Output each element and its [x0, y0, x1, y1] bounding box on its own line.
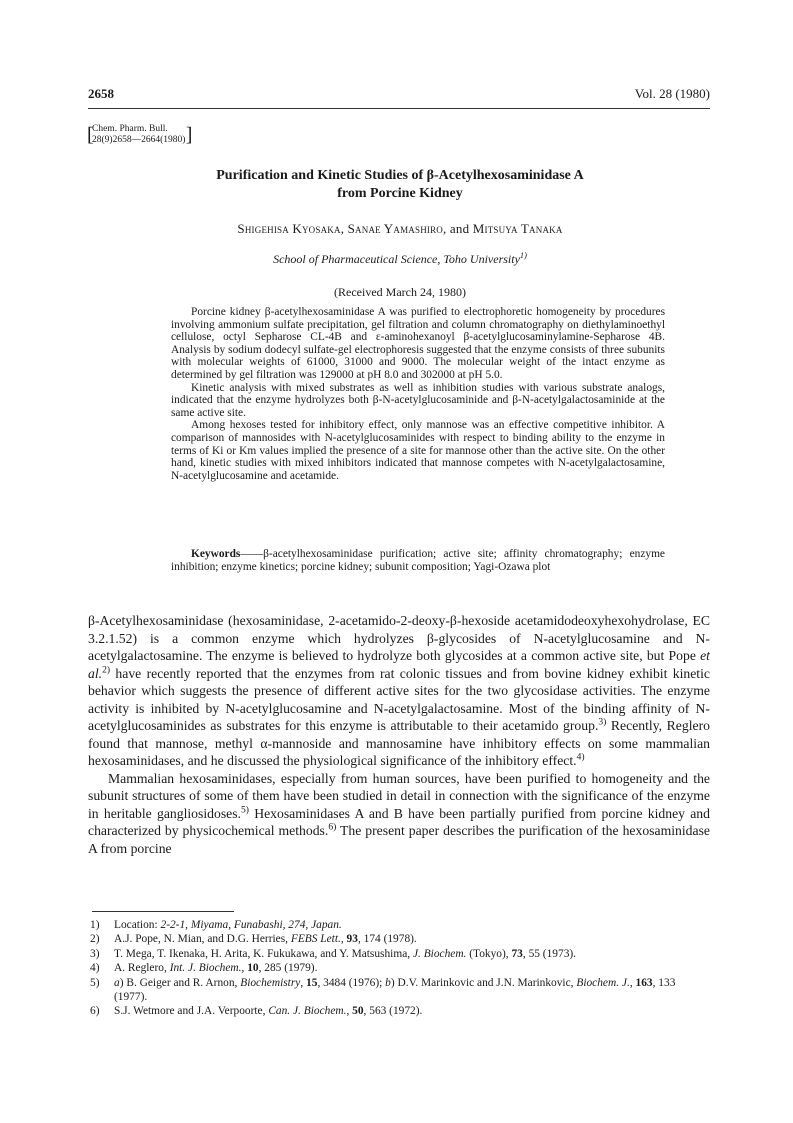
footnote-run: 50 — [352, 1005, 364, 1018]
footnote-text — [114, 1005, 422, 1017]
affiliation-note: 1) — [519, 251, 527, 260]
footnote-item — [88, 932, 710, 946]
footnote-run: Biochemistry — [240, 976, 301, 989]
header-rule — [88, 108, 710, 109]
footnote-item — [88, 1004, 710, 1018]
abstract — [171, 306, 665, 482]
footnote-rule — [92, 911, 234, 912]
footnote-run: , — [629, 976, 636, 989]
footnote-run: , 3484 (1976); — [317, 976, 386, 989]
received-date: (Received March 24, 1980) — [334, 285, 466, 299]
keywords — [171, 548, 665, 573]
footnote-run: 2-2-1, Miyama, Funabashi, 274, Japan. — [160, 919, 342, 931]
footnote-run: a — [114, 976, 120, 989]
footnote-number: 5) — [90, 976, 100, 989]
footnote-run: , 563 (1972). — [363, 1005, 423, 1018]
body-p2-text-c: The present paper describes the purification of the hexosaminidase A from porcine — [88, 823, 710, 856]
footnote-run: 163 — [635, 976, 653, 989]
citation-line-2: 28(9)2658—2664(1980) — [92, 135, 186, 145]
footnote-run: 15 — [306, 976, 318, 989]
journal-citation — [87, 124, 193, 146]
footnotes — [88, 918, 710, 1019]
footnote-run: 73 — [511, 947, 523, 960]
ref-6: 6) — [328, 821, 337, 833]
keywords-label: Keywords — [191, 548, 241, 560]
abstract-paragraph-3: Among hexoses tested for inhibitory effect, only mannose was an effective competitive inhibitor. A comparison of mannosides with N-acetylglucosaminides with respect to binding ability to the enzyme in terms of Ki or Km values implied the presence of a site for mannose other than the active site. On the other hand, kinetic studies with mixed inhibitors indicated that mannose competes with N-acetylgalactosamine, N-acetylglucosamine and acetamide. — [171, 419, 665, 482]
footnote-run: 10 — [247, 962, 259, 975]
footnote-run: , 55 (1973). — [522, 947, 577, 960]
abstract-paragraph-1: Porcine kidney β-acetylhexosaminidase A was purified to electrophoretic homogeneity by procedures involving ammonium sulfate precipitation, gel filtration and column chromatography on diethylaminoethyl cellulose, octyl Sepharose CL-4B and ε-aminohexanoyl β-acetylglucosaminylamine-Sepharose 4B. Analysis by sodium dodecyl sulfate-gel electrophoresis suggested that the enzyme consists of three subunits with molecular weights of 61000, 31000 and 9000. The molecular weight of the intact enzyme as determined by gel filtration was 129000 at pH 8.0 and 302000 at pH 5.0. — [171, 306, 665, 381]
footnote-run: , 133 (1977). — [114, 976, 676, 1004]
footnote-run: S.J. Wetmore and J.A. Verpoorte, — [114, 1005, 269, 1018]
footnote-run: T. Mega, T. Ikenaka, H. Arita, K. Fukukawa, and Y. Matsushima, — [114, 947, 413, 960]
body-p2-text-a: Mammalian hexosaminidases, especially from human sources, have been purified to homogeneity and the subunit structures of some of them have been studied in detail in connection with the significance of the enzyme in heritable gangliosidoses. — [88, 770, 710, 821]
citation-line-1: Chem. Pharm. Bull. — [92, 124, 168, 134]
ref-5: 5) — [241, 803, 249, 815]
footnote-item — [88, 918, 710, 932]
footnote-run: A.J. Pope, N. Mian, and D.G. Herries, — [114, 933, 291, 946]
footnote-run: ) B. Geiger and R. Arnon, — [119, 976, 241, 989]
body-p2-text-b: Hexosaminidases A and B have been partially purified from porcine kidney and characterized by physicochemical methods. — [88, 805, 710, 838]
author-2: Sanae Yamashiro — [347, 221, 443, 236]
ref-4: 4) — [576, 751, 585, 763]
footnote-text — [114, 962, 317, 974]
running-head — [88, 86, 710, 104]
body-p1-text-b: have recently reported that the enzymes from rat colonic tissues and from bovine kidney exhibit kinetic behavior which suggests the presence of different active sites for the two glycosidase activities. The enzyme activity is inhibited by N-acetylglucosamine and N-acetylgalactosamine. Most of the binding affinity of N-acetylglucosaminides as substrates for this enzyme is attributable to their acetamido group. — [88, 665, 710, 733]
footnote-run: , — [340, 933, 347, 946]
title-line-1: Purification and Kinetic Studies of β-Acetylhexosaminidase A — [216, 168, 584, 183]
footnote-item — [88, 976, 710, 1005]
footnote-item — [88, 961, 710, 975]
footnote-text — [114, 933, 417, 945]
footnote-run: , 174 (1978). — [357, 933, 417, 946]
body-paragraph-2 — [88, 770, 710, 858]
footnote-item — [88, 947, 710, 961]
affiliation — [100, 252, 700, 267]
footnote-run: Location: — [114, 919, 161, 931]
body-paragraph-1 — [88, 612, 710, 770]
ref-2: 2) — [102, 663, 111, 675]
footnote-run: Biochem. J. — [576, 976, 630, 989]
author-conjunction: and — [449, 221, 470, 236]
ref-3: 3) — [598, 716, 607, 728]
footnote-run: , — [346, 1005, 353, 1018]
footnote-number: 2) — [90, 933, 100, 946]
body-p1-text-c: Recently, Reglero found that mannose, methyl α-mannoside and mannosamine have inhibitory effects on some mammalian hexosaminidases, and he discussed the physiological significance of the inhibitory effect. — [88, 718, 710, 768]
footnote-run: FEBS Lett. — [290, 933, 341, 946]
footnote-run: , — [300, 976, 307, 989]
footnote-run: , 285 (1979). — [258, 962, 318, 975]
footnote-run: , — [241, 962, 248, 975]
footnote-run: Can. J. Biochem. — [268, 1005, 347, 1018]
affiliation-text: School of Pharmaceutical Science, Toho University — [273, 252, 520, 266]
abstract-paragraph-2: Kinetic analysis with mixed substrates as well as inhibition studies with various substrate analogs, indicated that the enzyme hydrolyzes both β-N-acetylglucosaminide and β-N-acetylgalactosaminide at the same active site. — [171, 381, 665, 419]
footnote-run: A. Reglero, — [114, 962, 170, 975]
author-list: Shigehisa Kyosaka, Sanae Yamashiro, and Mitsuya Tanaka — [237, 221, 563, 236]
footnote-run: b — [385, 976, 391, 989]
footnote-text — [114, 948, 576, 960]
footnote-number: 4) — [90, 962, 100, 975]
author-1: Shigehisa Kyosaka — [237, 221, 341, 236]
footnote-number: 6) — [90, 1005, 100, 1018]
footnote-text — [114, 977, 675, 1003]
footnote-number: 3) — [90, 947, 100, 960]
footnote-run: J. Biochem. — [412, 947, 467, 960]
page-number: 2658 — [88, 86, 114, 101]
et-al: et al. — [88, 648, 710, 681]
footnote-text — [114, 919, 342, 931]
left-bracket: [ — [87, 124, 94, 146]
volume-info: Vol. 28 (1980) — [634, 86, 710, 101]
author-3: Mitsuya Tanaka — [472, 221, 563, 236]
keywords-text: ——β-acetylhexosaminidase purification; active site; affinity chromatography; enzyme inhibition; enzyme kinetics; porcine kidney; subunit composition; Yagi-Ozawa plot — [171, 548, 665, 573]
footnote-run: ) D.V. Marinkovic and J.N. Marinkovic, — [390, 976, 577, 989]
title-line-2: from Porcine Kidney — [337, 186, 463, 201]
footnote-run: 93 — [346, 933, 358, 946]
footnote-run: Int. J. Biochem. — [169, 962, 242, 975]
right-bracket: ] — [185, 124, 193, 146]
body-text — [88, 612, 710, 857]
footnote-number: 1) — [90, 919, 100, 931]
article-title — [100, 167, 700, 203]
footnote-run: (Tokyo), — [466, 947, 512, 960]
body-p1-text-a: β-Acetylhexosaminidase (hexosaminidase, 2-acetamido-2-deoxy-β-hexoside acetamidodeoxyhexohydrolase, EC 3.2.1.52) is a common enzyme which hydrolyzes β-glycosides of N-acetylglucosamine and N-acetylgalactosamine. The enzyme is believed to hydrolyze both glycosides at a common active site, but Pope — [88, 613, 710, 663]
